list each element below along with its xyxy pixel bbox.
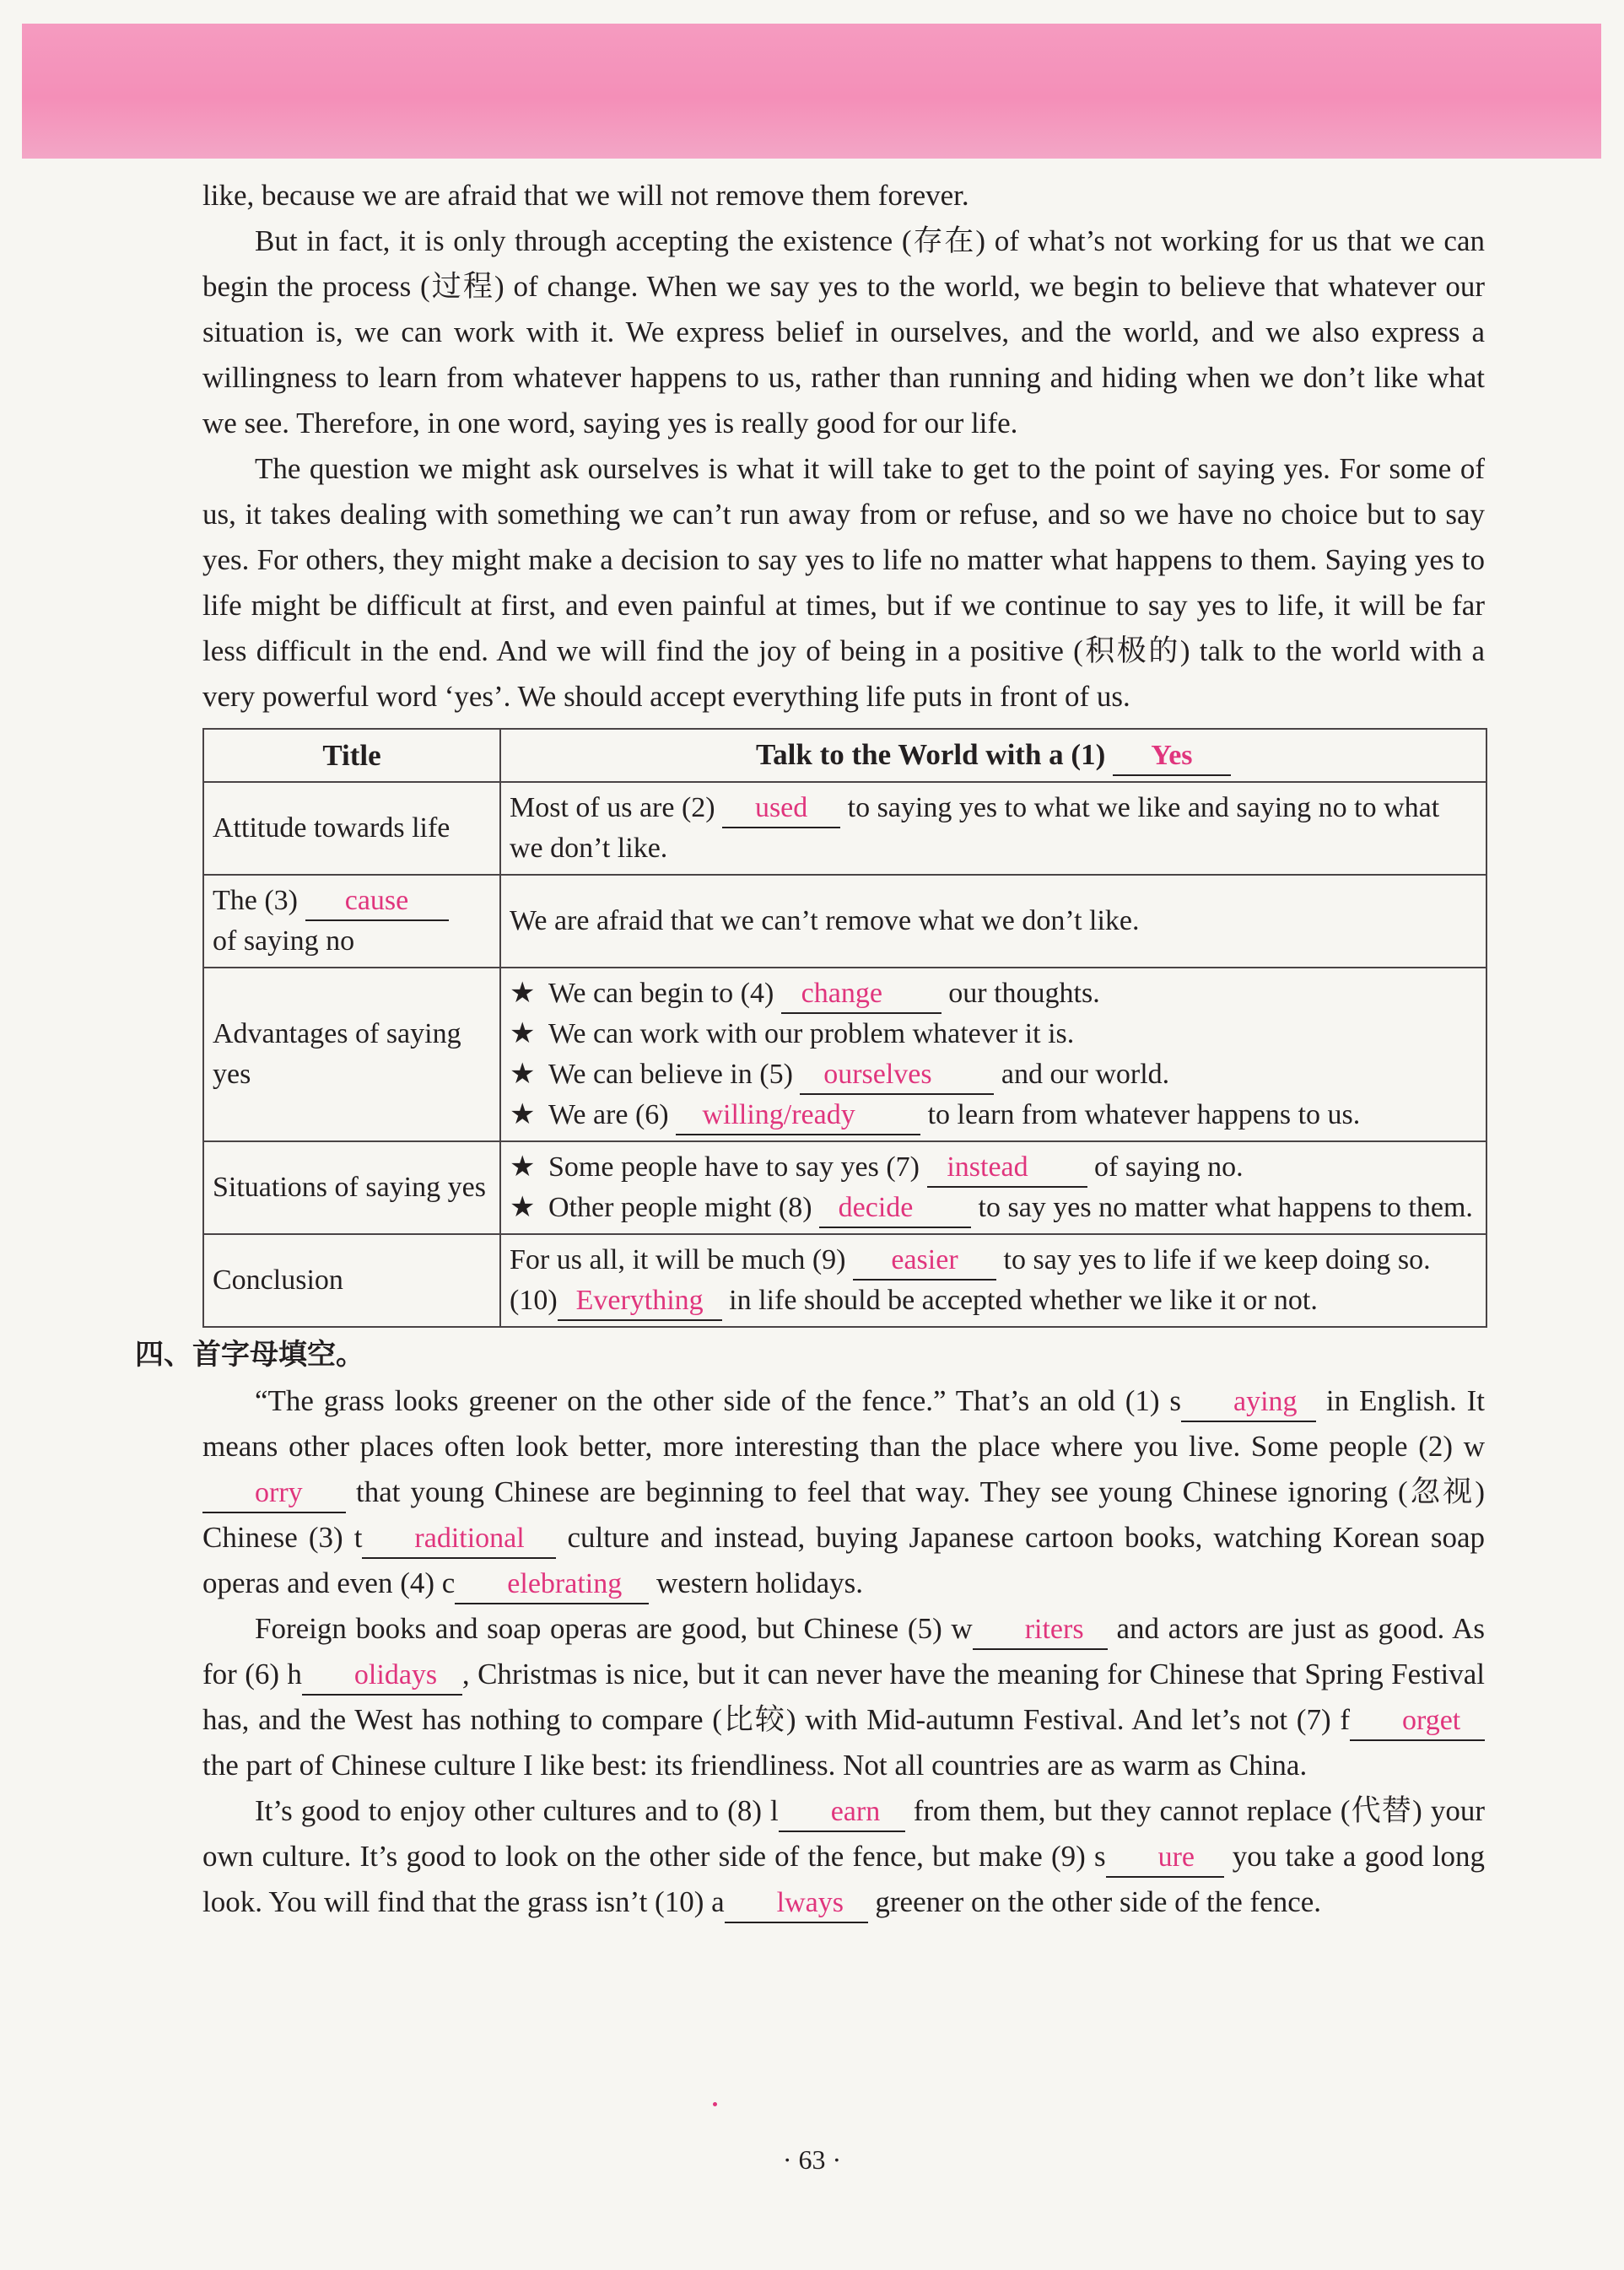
- cell-text: and our world.: [1001, 1059, 1170, 1090]
- answer-blank: Everything: [558, 1284, 722, 1321]
- list-item: [510, 1147, 1477, 1188]
- answer-blank: Yes: [1113, 739, 1231, 776]
- cell-text: to learn from whatever happens to us.: [927, 1099, 1361, 1130]
- cell-text: to saying yes to what we like and saying no to what we don’t like.: [510, 792, 1440, 864]
- answer-blank: lways: [725, 1886, 868, 1923]
- row-content: [500, 968, 1486, 1141]
- cell-text: in life should be accepted whether we like it or not.: [729, 1285, 1318, 1316]
- cell-text: Some people have to say yes (7): [548, 1151, 920, 1183]
- cell-text: of saying no.: [1094, 1151, 1244, 1183]
- list-item: [510, 973, 1477, 1014]
- paragraph-text: Foreign books and soap operas are good, but Chinese (5) w: [255, 1612, 973, 1645]
- row-label: [203, 875, 500, 968]
- answer-blank: ure: [1106, 1841, 1224, 1878]
- star-icon: ★: [510, 1099, 536, 1130]
- paragraph-text: the part of Chinese culture I like best: its friendliness. Not all countries are as warm as China.: [202, 1749, 1308, 1782]
- row-label: Attitude towards life: [203, 782, 500, 875]
- answer-blank: aying: [1181, 1385, 1316, 1422]
- answer-blank: easier: [853, 1243, 996, 1281]
- answer-blank: willing/ready: [676, 1098, 920, 1135]
- answer-blank: change: [781, 977, 941, 1014]
- row-label: Advantages of saying yes: [203, 968, 500, 1141]
- row-content: We are afraid that we can’t remove what we don’t like.: [500, 875, 1486, 968]
- list-item: [510, 1095, 1477, 1135]
- cell-text: We can work with our problem whatever it is.: [548, 1018, 1075, 1049]
- list-item: [510, 1054, 1477, 1095]
- table-header-row: [203, 729, 1486, 782]
- paragraph-text: you take a good long look. You will find that the grass isn’t (10) a: [202, 1840, 1486, 1918]
- list-item: [510, 1014, 1477, 1054]
- paragraph-text: and actors are just as good. As for (6) h: [202, 1612, 1485, 1690]
- paragraph-text: “The grass looks greener on the other side of the fence.” That’s an old (1) s: [255, 1384, 1182, 1417]
- star-icon: ★: [510, 1151, 536, 1183]
- cell-text: Most of us are (2): [510, 792, 715, 823]
- cell-text: our thoughts.: [948, 978, 1100, 1009]
- answer-blank: elebrating: [455, 1567, 649, 1604]
- table-row: [203, 782, 1486, 875]
- star-icon: ★: [510, 1018, 536, 1049]
- row-label: Conclusion: [203, 1234, 500, 1327]
- summary-table: [202, 728, 1487, 1328]
- passage-paragraph: The question we might ask ourselves is what it will take to get to the point of saying yes. For some of us, it takes dealing with something we can’t run away from or refuse, and so we have no choice but to say yes. For others, they might make a decision to say yes to life no matter what happens to them. Saying yes to life might be difficult at first, and even painful at times, but if we continue to say yes to life, it will be far less difficult in the end. And we will find the joy of being in a positive (积极的) talk to the world with a very powerful word ‘yes’. We should accept everything life puts in front of us.: [202, 452, 1485, 713]
- answer-blank: riters: [973, 1613, 1108, 1650]
- answer-blank: orget: [1350, 1704, 1485, 1741]
- page-number: · 63 ·: [782, 2144, 842, 2175]
- star-icon: ★: [510, 1192, 536, 1223]
- section-heading: 四、首字母填空。: [135, 1338, 364, 1372]
- table-header-topic: [500, 729, 1486, 782]
- exercise-paragraph: [202, 1606, 1485, 1788]
- cell-text: We are (6): [548, 1099, 669, 1130]
- answer-blank: used: [722, 791, 840, 828]
- paragraph-text: It’s good to enjoy other cultures and to (8) l: [255, 1794, 779, 1827]
- answer-blank: orry: [202, 1476, 346, 1513]
- answer-blank: cause: [305, 884, 449, 921]
- cell-text: The (3): [213, 885, 299, 916]
- exercise-paragraph: [202, 1378, 1485, 1606]
- cell-text: to say yes to life if we keep doing so. (10): [510, 1244, 1431, 1316]
- list-item: [510, 1188, 1477, 1228]
- cell-text: of saying no: [213, 925, 355, 957]
- page-content: [135, 173, 1486, 1925]
- passage-paragraph: like, because we are afraid that we will not remove them forever.: [202, 179, 969, 212]
- paragraph-text: culture and instead, buying Japanese cartoon books, watching Korean soap operas and even (4) c: [202, 1521, 1486, 1599]
- passage-paragraph: But in fact, it is only through accepting the existence (存在) of what’s not working for us that we can begin the process (过程) of change. When we say yes to the world, we begin to believe that whatever our situation is, we can work with it. We express belief in ourselves, and the world, and we also express a willingness to learn from whatever happens to us, rather than running and hiding when we don’t like what we see. Therefore, in one word, saying yes is really good for our life.: [202, 224, 1485, 439]
- paragraph-text: greener on the other side of the fence.: [875, 1885, 1322, 1918]
- row-content: [500, 782, 1486, 875]
- paragraph-text: , Christmas is nice, but it can never have the meaning for Chinese that Spring Festival has, and the West has nothing to compare (比较) with Mid-autumn Festival. And let’s not (7) f: [202, 1658, 1486, 1736]
- star-icon: ★: [510, 978, 536, 1009]
- cell-text: to say yes no matter what happens to them.: [978, 1192, 1473, 1223]
- paragraph-text: that young Chinese are beginning to feel that way. They see young Chinese ignoring (忽视) Chinese (3) t: [202, 1475, 1485, 1554]
- paragraph-text: from them, but they cannot replace (代替) your own culture. It’s good to look on the other side of the fence, but make (9) s: [202, 1794, 1485, 1873]
- cell-text: We can believe in (5): [548, 1059, 793, 1090]
- header-banner: [22, 24, 1601, 159]
- row-label: Situations of saying yes: [203, 1141, 500, 1234]
- exercise-paragraph: [202, 1788, 1485, 1925]
- table-row: [203, 968, 1486, 1141]
- answer-blank: decide: [819, 1191, 971, 1228]
- answer-blank: olidays: [302, 1658, 462, 1696]
- table-header-title: Title: [203, 729, 500, 782]
- header-text: Talk to the World with a (1): [756, 738, 1106, 771]
- answer-blank: instead: [927, 1151, 1087, 1188]
- table-row: [203, 875, 1486, 968]
- cell-text: Other people might (8): [548, 1192, 812, 1223]
- paragraph-text: in English. It means other places often look better, more interesting than the place where you live. Some people (2) w: [202, 1384, 1485, 1463]
- star-icon: ★: [510, 1059, 536, 1090]
- row-content: [500, 1234, 1486, 1327]
- cell-text: We can begin to (4): [548, 978, 774, 1009]
- answer-blank: ourselves: [800, 1058, 994, 1095]
- paragraph-text: western holidays.: [656, 1566, 863, 1599]
- ink-dot: [713, 2102, 717, 2106]
- answer-blank: raditional: [362, 1522, 556, 1559]
- answer-blank: earn: [779, 1795, 905, 1832]
- table-row: [203, 1234, 1486, 1327]
- row-content: [500, 1141, 1486, 1234]
- cell-text: For us all, it will be much (9): [510, 1244, 846, 1275]
- table-row: [203, 1141, 1486, 1234]
